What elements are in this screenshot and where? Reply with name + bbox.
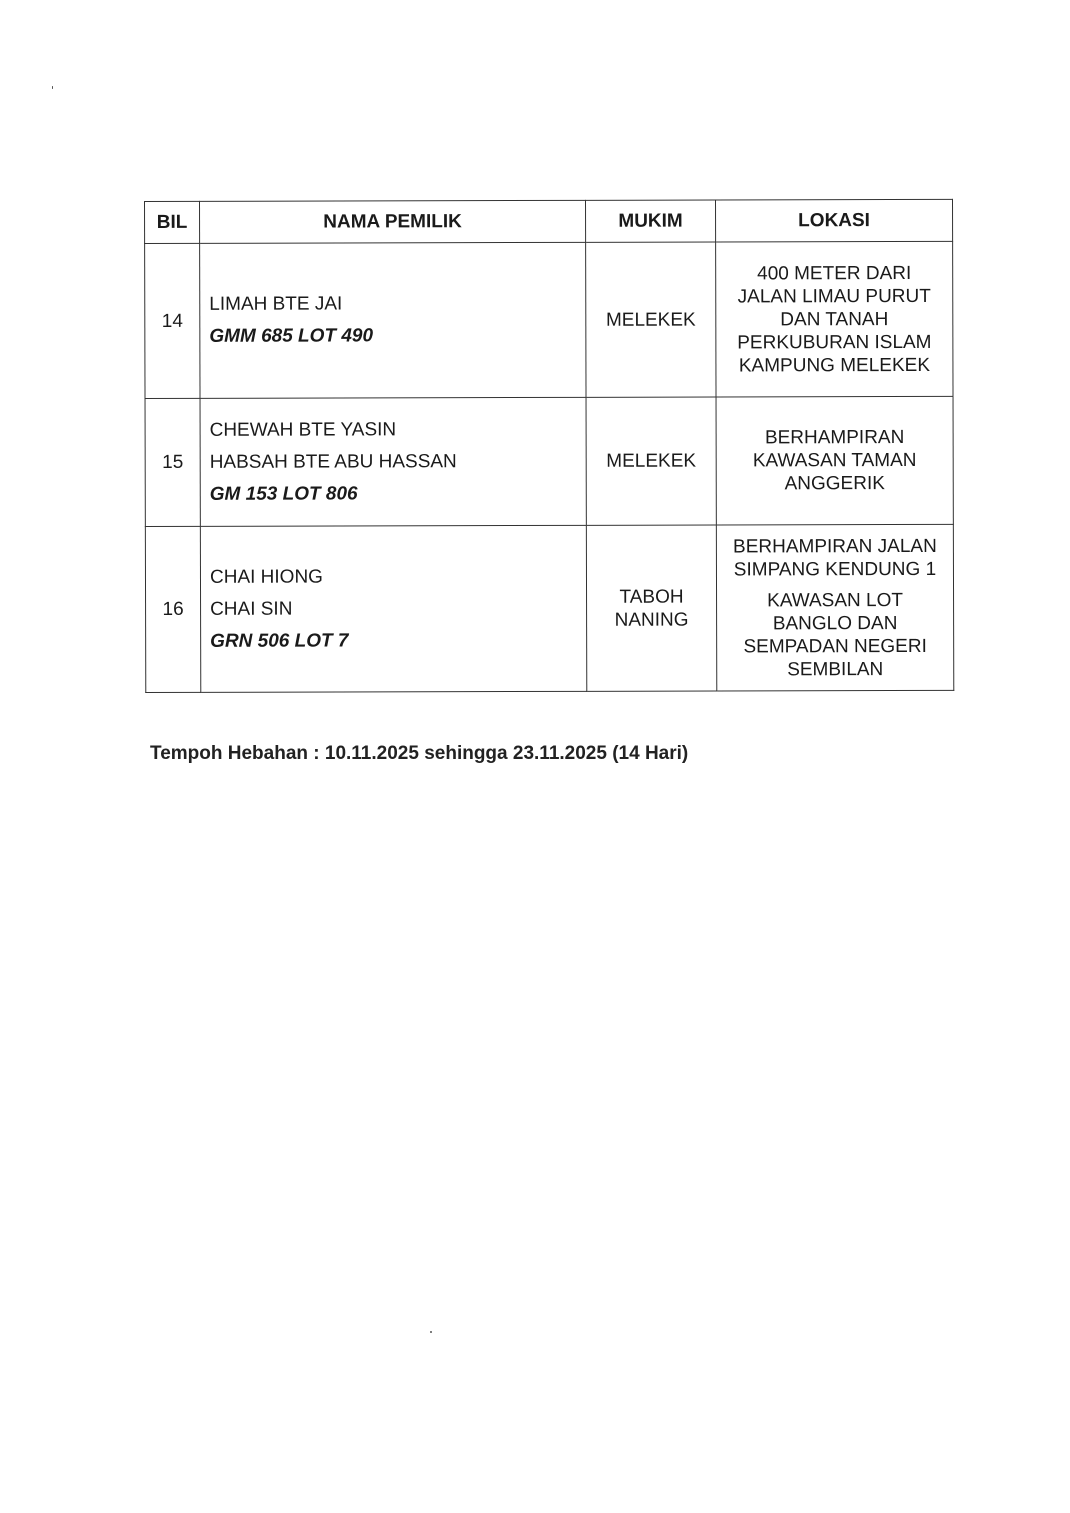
owner-cell: [200, 242, 586, 398]
lot-number: GRN 506 LOT 7: [210, 629, 349, 652]
mukim-cell: [586, 397, 716, 525]
owner-name: HABSAH BTE ABU HASSAN: [209, 450, 457, 473]
bil-cell: 16: [145, 526, 200, 692]
table-row: [145, 241, 953, 398]
table-row: [145, 524, 953, 692]
owner-name: LIMAH BTE JAI: [209, 293, 343, 315]
lokasi-text: KAWASAN LOT BANGLO DAN SEMPADAN NEGERI SEMBILAN: [743, 589, 927, 680]
lokasi-text: BERHAMPIRAN JALAN SIMPANG KENDUNG 1: [732, 535, 937, 580]
notice-period: Tempoh Hebahan : 10.11.2025 sehingga 23.11.2025 (14 Hari): [150, 743, 689, 764]
owner-name: CHEWAH BTE YASIN: [209, 418, 397, 441]
mukim-name: MELEKEK: [605, 309, 696, 331]
lot-number: GMM 685 LOT 490: [209, 325, 374, 347]
header-lokasi: LOKASI: [715, 199, 952, 242]
mukim-name: TABOH: [619, 586, 684, 608]
mukim-cell: [586, 242, 716, 397]
scan-speck: [430, 1331, 432, 1333]
land-owner-table: [144, 199, 954, 693]
owner-cell: [200, 397, 586, 526]
owner-name: CHAI SIN: [210, 598, 293, 620]
lokasi-text: BERHAMPIRAN KAWASAN TAMAN ANGGERIK: [752, 427, 917, 495]
mukim-cell: [586, 525, 716, 691]
lokasi-cell: [716, 241, 953, 397]
scan-speck: [52, 86, 53, 89]
header-bil: BIL: [145, 201, 200, 243]
lot-number: GM 153 LOT 806: [209, 482, 358, 505]
mukim-name: MELEKEK: [606, 450, 697, 472]
header-mukim: MUKIM: [585, 200, 715, 242]
table-header-row: [145, 199, 953, 243]
lokasi-cell: [716, 524, 953, 691]
lokasi-cell: [716, 396, 953, 525]
mukim-name: NANING: [614, 609, 689, 631]
lokasi-text: 400 METER DARI JALAN LIMAU PURUT DAN TANAH PERKUBURAN ISLAM KAMPUNG MELEKEK: [737, 262, 932, 376]
table-row: [145, 396, 953, 526]
bil-cell: 14: [145, 243, 200, 398]
owner-name: CHAI HIONG: [209, 566, 323, 588]
owner-cell: [200, 525, 586, 692]
bil-cell: 15: [145, 398, 200, 526]
header-nama-pemilik: NAMA PEMILIK: [200, 200, 586, 243]
